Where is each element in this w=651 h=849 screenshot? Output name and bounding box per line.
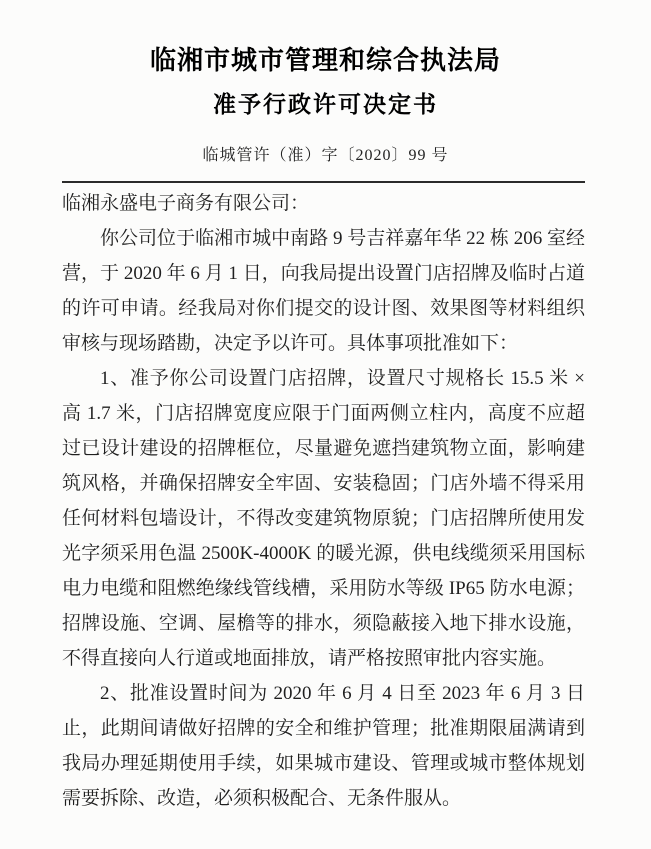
- paragraph-intro: 你公司位于临湘市城中南路 9 号吉祥嘉年华 22 栋 206 室经营，于 2020 年 6 月 1 日，向我局提出设置门店招牌及临时占道的许可申请。经我局对你们提交的设计图、效果图等材料组织审核与现场踏勘，决定予以许可。具体事项批准如下：: [62, 228, 585, 354]
- document-title-line2: 准予行政许可决定书: [213, 92, 438, 117]
- document-header: [0, 0, 651, 167]
- paragraph-item-2: 2、批准设置时间为 2020 年 6 月 4 日至 2023 年 6 月 3 日止，此期间请做好招牌的安全和维护管理；批准期限届满请到我局办理延期使用手续，如果城市建设、管理或城市整体规划需要拆除、改造，必须积极配合、无条件服从。: [62, 683, 585, 809]
- document-body: [62, 186, 585, 816]
- recipient-line: 临湘永盛电子商务有限公司：: [62, 193, 310, 214]
- header-divider: [62, 181, 585, 183]
- document-number: 临城管许（准）字〔2020〕99 号: [202, 147, 449, 164]
- paragraph-item-1: 1、准予你公司设置门店招牌，设置尺寸规格长 15.5 米 × 高 1.7 米，门店招牌宽度应限于门面两侧立柱内，高度不应超过已设计建设的招牌框位，尽量避免遮挡建筑物立面，影响建筑风格，并确保招牌安全牢固、安装稳固；门店外墙不得采用任何材料包墙设计，不得改变建筑物原貌；门店招牌所使用发光字须采用色温 2500K-4000K 的暖光源，供电线缆须采用国标电力电缆和阻燃绝缘线管线槽，采用防水等级 IP65 防水电源；招牌设施、空调、屋檐等的排水，须隐蔽接入地下排水设施，不得直接向人行道或地面排放，请严格按照审批内容实施。: [62, 368, 585, 669]
- document-title-line1: 临湘市城市管理和综合执法局: [149, 46, 501, 75]
